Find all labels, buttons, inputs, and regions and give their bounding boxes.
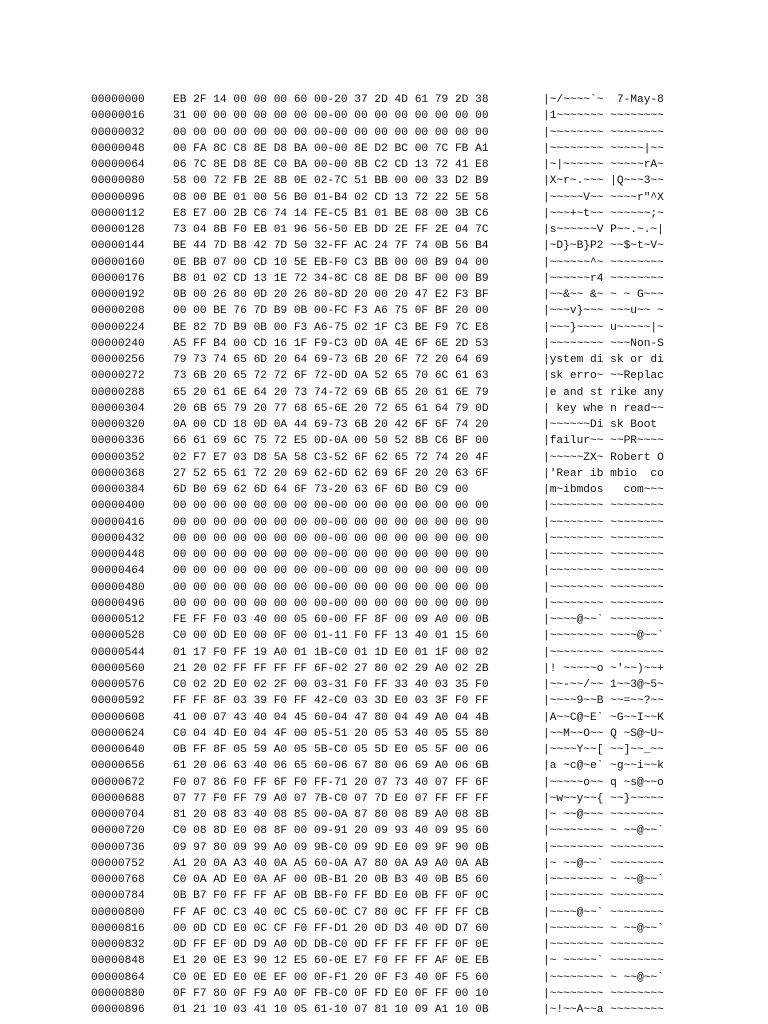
offset-cell: 00000752	[91, 857, 145, 870]
hex-bytes-cell: 00 00 00 00 00 00 00 00-00 00 00 00 00 00 00 00	[173, 549, 489, 561]
hex-bytes-cell: 06 7C 8E D8 8E C0 BA 00-00 8B C2 CD 13 72 41 E8	[173, 159, 489, 171]
ascii-cell: |~~~~~~~~ ~~~~~~~~	[543, 581, 664, 594]
ascii-cell: |~~~~~~~~ ~~~~~~~~	[543, 532, 664, 545]
dump-row	[91, 271, 691, 287]
dump-row	[91, 1002, 691, 1018]
hex-bytes-cell: 00 00 00 00 00 00 00 00-00 00 00 00 00 00 00 00	[173, 597, 489, 610]
hex-bytes-cell: 21 20 02 FF FF FF FF 6F-02 27 80 02 29 A0 02 2B	[173, 662, 489, 675]
dump-row	[91, 807, 691, 823]
hex-bytes-cell: 08 00 BE 01 00 56 B0 01-B4 02 CD 13 72 22 5E 58	[173, 191, 489, 204]
ascii-cell: |ystem di sk or di	[543, 354, 664, 366]
hex-bytes-cell: 81 20 08 83 40 08 85 00-0A 87 80 08 89 A0 08 8B	[173, 809, 489, 821]
dump-row	[91, 661, 691, 677]
offset-cell: 00000272	[91, 370, 145, 383]
dump-row	[91, 823, 691, 839]
offset-cell: 00000192	[91, 289, 145, 301]
offset-cell: 00000240	[91, 337, 145, 350]
ascii-cell: |~~~~~~~~ ~~~~@~~`	[543, 630, 664, 643]
dump-row	[91, 596, 691, 612]
ascii-cell: |~ ~~@~~~ ~~~~~~~~	[543, 809, 664, 821]
ascii-cell: |s~~~~~~V P~~.~.~|	[543, 224, 664, 236]
ascii-cell: |~~~~~ZX~ Robert O	[543, 451, 664, 464]
hex-bytes-cell: E8 E7 00 2B C6 74 14 FE-C5 B1 01 BE 08 00 3B C6	[173, 207, 489, 220]
offset-cell: 00000064	[91, 159, 145, 171]
offset-cell: 00000448	[91, 549, 145, 561]
ascii-cell: |~~~}~~~~ u~~~~~|~	[543, 321, 664, 334]
offset-cell: 00000480	[91, 581, 145, 594]
hex-bytes-cell: 00 00 00 00 00 00 00 00-00 00 00 00 00 00 00 00	[173, 565, 489, 578]
ascii-cell: |'Rear ib mbio co	[543, 467, 664, 480]
dump-row	[91, 970, 691, 986]
hex-bytes-cell: 0B 00 26 80 0D 20 26 80-8D 20 00 20 47 E2 F3 BF	[173, 289, 489, 301]
offset-cell: 00000160	[91, 256, 145, 269]
ascii-cell: |X~r~.~~~ |Q~~~3~~	[543, 175, 664, 188]
offset-cell: 00000368	[91, 467, 145, 480]
ascii-cell: |~~~~~~~~ ~~~~~~~~	[543, 126, 664, 139]
hex-bytes-cell: 61 20 06 63 40 06 65 60-06 67 80 06 69 A0 06 6B	[173, 760, 489, 773]
dump-row	[91, 433, 691, 449]
dump-row	[91, 92, 691, 108]
dump-row	[91, 450, 691, 466]
hex-bytes-cell: 01 21 10 03 41 10 05 61-10 07 81 10 09 A1 10 0B	[173, 1004, 489, 1016]
hex-bytes-cell: 02 F7 E7 03 D8 5A 58 C3-52 6F 62 65 72 74 20 4F	[173, 451, 489, 464]
offset-cell: 00000512	[91, 614, 145, 626]
dump-row	[91, 937, 691, 953]
ascii-cell: |~~~~9~~B ~~=~~?~~	[543, 695, 664, 708]
hex-bytes-cell: 65 20 61 6E 64 20 73 74-72 69 6B 65 20 61 6E 79	[173, 386, 489, 399]
ascii-cell: |~~~~~~~~ ~~~~~~~~	[543, 549, 664, 561]
offset-cell: 00000640	[91, 744, 145, 756]
offset-cell: 00000384	[91, 484, 145, 496]
hex-bytes-cell: 0D FF EF 0D D9 A0 0D DB-C0 0D FF FF FF FF 0F 0E	[173, 939, 489, 951]
ascii-cell: |~~~~~~~~ ~~~~~~~~	[543, 500, 664, 513]
dump-row	[91, 108, 691, 124]
offset-cell: 00000400	[91, 500, 145, 513]
hex-bytes-cell: C0 0E ED E0 0E EF 00 0F-F1 20 0F F3 40 0F F5 60	[173, 971, 489, 984]
ascii-cell: | key whe n read~~	[543, 402, 664, 415]
hex-bytes-cell: C0 0A AD E0 0A AF 00 0B-B1 20 0B B3 40 0B B5 60	[173, 874, 489, 886]
ascii-cell: |~ ~~~~~` ~~~~~~~~	[543, 955, 664, 968]
ascii-cell: |~~~~~~^~ ~~~~~~~~	[543, 256, 664, 269]
ascii-cell: |~ ~~@~~` ~~~~~~~~	[543, 857, 664, 870]
offset-cell: 00000352	[91, 451, 145, 464]
hex-bytes-cell: 0F F7 80 0F F9 A0 0F FB-C0 0F FD E0 0F FF 00 10	[173, 987, 489, 1000]
dump-row	[91, 515, 691, 531]
hex-bytes-cell: BE 82 7D B9 0B 00 F3 A6-75 02 1F C3 BE F9 7C E8	[173, 321, 489, 334]
offset-cell: 00000656	[91, 760, 145, 773]
ascii-cell: |~~~~~~~~ ~~~Non-S	[543, 337, 664, 350]
offset-cell: 00000800	[91, 906, 145, 919]
offset-cell: 00000704	[91, 809, 145, 821]
hex-bytes-cell: 73 6B 20 65 72 72 6F 72-0D 0A 52 65 70 6C 61 63	[173, 370, 489, 383]
hex-bytes-cell: 00 FA 8C C8 8E D8 BA 00-00 8E D2 BC 00 7C FB A1	[173, 142, 489, 155]
dump-row	[91, 190, 691, 206]
offset-cell: 00000832	[91, 939, 145, 951]
dump-row	[91, 206, 691, 222]
hex-bytes-cell: FE FF F0 03 40 00 05 60-00 FF 8F 00 09 A0 00 0B	[173, 614, 489, 626]
dump-row	[91, 726, 691, 742]
hex-bytes-cell: 00 00 00 00 00 00 00 00-00 00 00 00 00 00 00 00	[173, 500, 489, 513]
ascii-cell: |~~-~~/~~ 1~~3@~5~	[543, 679, 664, 691]
dump-row	[91, 563, 691, 579]
dump-row	[91, 368, 691, 384]
ascii-cell: |~~~~~~Di sk Boot	[543, 419, 664, 431]
ascii-cell: |~~~~~o~~ q ~s@~~o	[543, 776, 664, 789]
ascii-cell: |~~~v}~~~ ~~~u~~ ~	[543, 305, 664, 318]
offset-cell: 00000784	[91, 890, 145, 903]
offset-cell: 00000144	[91, 240, 145, 253]
offset-cell: 00000080	[91, 175, 145, 188]
hex-bytes-cell: 00 00 00 00 00 00 00 00-00 00 00 00 00 00 00 00	[173, 516, 489, 529]
dump-row	[91, 255, 691, 271]
dump-row	[91, 352, 691, 368]
offset-cell: 00000544	[91, 646, 145, 659]
offset-cell: 00000816	[91, 922, 145, 935]
dump-row	[91, 840, 691, 856]
offset-cell: 00000528	[91, 630, 145, 643]
dump-row	[91, 677, 691, 693]
offset-cell: 00000672	[91, 776, 145, 789]
offset-cell: 00000896	[91, 1004, 145, 1016]
offset-cell: 00000880	[91, 987, 145, 1000]
dump-row	[91, 628, 691, 644]
hex-bytes-cell: 66 61 69 6C 75 72 E5 0D-0A 00 50 52 8B C6 BF 00	[173, 435, 489, 448]
dump-row	[91, 125, 691, 141]
ascii-cell: |~~~+~t~~ ~~~~~~;~	[543, 207, 664, 220]
hex-bytes-cell: C0 02 2D E0 02 2F 00 03-31 F0 FF 33 40 03 35 F0	[173, 679, 489, 691]
offset-cell: 00000624	[91, 727, 145, 740]
offset-cell: 00000720	[91, 825, 145, 838]
ascii-cell: |~~~~@~~` ~~~~~~~~	[543, 614, 664, 626]
ascii-cell: |~~~~~~~~ ~ ~~@~~`	[543, 922, 664, 935]
hex-bytes-cell: 00 00 BE 76 7D B9 0B 00-FC F3 A6 75 0F BF 20 00	[173, 305, 489, 318]
offset-cell: 00000224	[91, 321, 145, 334]
hex-bytes-cell: 00 00 00 00 00 00 00 00-00 00 00 00 00 00 00 00	[173, 532, 489, 545]
dump-row	[91, 336, 691, 352]
hex-bytes-cell: 27 52 65 61 72 20 69 62-6D 62 69 6F 20 20 63 6F	[173, 467, 489, 480]
offset-cell: 00000864	[91, 971, 145, 984]
hex-bytes-cell: 0E BB 07 00 CD 10 5E EB-F0 C3 BB 00 00 B9 04 00	[173, 256, 489, 269]
dump-row	[91, 710, 691, 726]
dump-row	[91, 498, 691, 514]
ascii-cell: |~~~~~~~~ ~~~~~~~~	[543, 565, 664, 578]
offset-cell: 00000608	[91, 711, 145, 724]
dump-row	[91, 742, 691, 758]
ascii-cell: |~~~~~V~~ ~~~~r"^X	[543, 191, 664, 204]
dump-row	[91, 417, 691, 433]
dump-row	[91, 775, 691, 791]
ascii-cell: |~~~~~~~~ ~~~~~~~~	[543, 890, 664, 903]
offset-cell: 00000320	[91, 419, 145, 431]
dump-row	[91, 401, 691, 417]
ascii-cell: |~~~~Y~~[ ~~]~~_~~	[543, 744, 664, 756]
offset-cell: 00000688	[91, 792, 145, 805]
offset-cell: 00000848	[91, 955, 145, 968]
hex-bytes-cell: 0A 00 CD 18 0D 0A 44 69-73 6B 20 42 6F 6F 74 20	[173, 419, 489, 431]
ascii-cell: |~D}~B}P2 ~~$~t~V~	[543, 240, 664, 253]
ascii-cell: |~!~~A~~a ~~~~~~~~	[543, 1004, 664, 1016]
offset-cell: 00000032	[91, 126, 145, 139]
hex-bytes-cell: FF FF 8F 03 39 F0 FF 42-C0 03 3D E0 03 3F F0 FF	[173, 695, 489, 708]
hex-bytes-cell: A1 20 0A A3 40 0A A5 60-0A A7 80 0A A9 A0 0A AB	[173, 857, 489, 870]
offset-cell: 00000000	[91, 94, 145, 106]
dump-row	[91, 953, 691, 969]
ascii-cell: |failur~~ ~~PR~~~~	[543, 435, 664, 448]
hex-bytes-cell: F0 07 86 F0 FF 6F F0 FF-71 20 07 73 40 07 FF 6F	[173, 776, 489, 789]
ascii-cell: |~|~~~~~~ ~~~~~rA~	[543, 159, 664, 171]
ascii-cell: |~/~~~~`~ 7-May-8	[543, 94, 664, 106]
hex-bytes-cell: BE 44 7D B8 42 7D 50 32-FF AC 24 7F 74 0B 56 B4	[173, 240, 489, 253]
ascii-cell: |~~&~~ &~ ~ ~ G~~~	[543, 289, 664, 301]
ascii-cell: |! ~~~~~o ~'~~)~~+	[543, 662, 664, 675]
ascii-cell: |~~~~~~~~ ~~~~~~~~	[543, 646, 664, 659]
offset-cell: 00000464	[91, 565, 145, 578]
hex-dump	[91, 92, 691, 1018]
hex-bytes-cell: 31 00 00 00 00 00 00 00-00 00 00 00 00 00 00 00	[173, 110, 489, 123]
dump-row	[91, 482, 691, 498]
offset-cell: 00000336	[91, 435, 145, 448]
hex-bytes-cell: C0 00 0D E0 00 0F 00 01-11 F0 FF 13 40 01 15 60	[173, 630, 489, 643]
ascii-cell: |~~M~~O~~ Q ~S@~U~	[543, 727, 664, 740]
hex-bytes-cell: B8 01 02 CD 13 1E 72 34-8C C8 8E D8 BF 00 00 B9	[173, 272, 489, 285]
hex-bytes-cell: 0B FF 8F 05 59 A0 05 5B-C0 05 5D E0 05 5F 00 06	[173, 744, 489, 756]
offset-cell: 00000208	[91, 305, 145, 318]
dump-row	[91, 986, 691, 1002]
hex-bytes-cell: C0 08 8D E0 08 8F 00 09-91 20 09 93 40 09 95 60	[173, 825, 489, 838]
hex-bytes-cell: EB 2F 14 00 00 00 60 00-20 37 2D 4D 61 79 2D 38	[173, 94, 489, 106]
offset-cell: 00000256	[91, 354, 145, 366]
dump-row	[91, 693, 691, 709]
hex-bytes-cell: 00 00 00 00 00 00 00 00-00 00 00 00 00 00 00 00	[173, 126, 489, 139]
dump-row	[91, 385, 691, 401]
dump-row	[91, 141, 691, 157]
ascii-cell: |~~~~~~~~ ~~~~~~~~	[543, 597, 664, 610]
ascii-cell: |~~~~~~~~ ~~~~~~~~	[543, 841, 664, 854]
dump-row	[91, 645, 691, 661]
hex-bytes-cell: 00 0D CD E0 0C CF F0 FF-D1 20 0D D3 40 0D D7 60	[173, 922, 489, 935]
offset-cell: 00000432	[91, 532, 145, 545]
dump-row	[91, 173, 691, 189]
ascii-cell: |sk erro~ ~~Replac	[543, 370, 664, 383]
ascii-cell: |~~~~@~~` ~~~~~~~~	[543, 906, 664, 919]
dump-row	[91, 238, 691, 254]
dump-row	[91, 856, 691, 872]
dump-row	[91, 547, 691, 563]
hex-bytes-cell: 73 04 8B F0 EB 01 96 56-50 EB DD 2E FF 2E 04 7C	[173, 224, 489, 236]
ascii-cell: |~~~~~~~~ ~~~~~~~~	[543, 987, 664, 1000]
ascii-cell: |~~~~~~~~ ~~~~~~~~	[543, 939, 664, 951]
hex-bytes-cell: C0 04 4D E0 04 4F 00 05-51 20 05 53 40 05 55 80	[173, 727, 489, 740]
dump-row	[91, 466, 691, 482]
offset-cell: 00000768	[91, 874, 145, 886]
ascii-cell: |~~~~~~r4 ~~~~~~~~	[543, 272, 664, 285]
offset-cell: 00000112	[91, 207, 145, 220]
offset-cell: 00000496	[91, 597, 145, 610]
ascii-cell: |a ~c@~e` ~g~~i~~k	[543, 760, 664, 773]
hex-bytes-cell: FF AF 0C C3 40 0C C5 60-0C C7 80 0C FF FF FF CB	[173, 906, 489, 919]
ascii-cell: |e and st rike any	[543, 386, 664, 399]
ascii-cell: |~~~~~~~~ ~ ~~@~~`	[543, 825, 664, 838]
ascii-cell: |A~~C@~E` ~G~~I~~K	[543, 711, 664, 724]
offset-cell: 00000560	[91, 662, 145, 675]
hex-bytes-cell: 0B B7 F0 FF FF AF 0B BB-F0 FF BD E0 0B FF 0F 0C	[173, 890, 489, 903]
dump-row	[91, 872, 691, 888]
offset-cell: 00000128	[91, 224, 145, 236]
hex-bytes-cell: 79 73 74 65 6D 20 64 69-73 6B 20 6F 72 20 64 69	[173, 354, 489, 366]
hex-bytes-cell: A5 FF B4 00 CD 16 1F F9-C3 0D 0A 4E 6F 6E 2D 53	[173, 337, 489, 350]
hex-bytes-cell: 07 77 F0 FF 79 A0 07 7B-C0 07 7D E0 07 FF FF FF	[173, 792, 489, 805]
offset-cell: 00000576	[91, 679, 145, 691]
offset-cell: 00000288	[91, 386, 145, 399]
dump-row	[91, 921, 691, 937]
offset-cell: 00000592	[91, 695, 145, 708]
hex-bytes-cell: 20 6B 65 79 20 77 68 65-6E 20 72 65 61 64 79 0D	[173, 402, 489, 415]
ascii-cell: |~w~~y~~{ ~~}~~~~~	[543, 792, 664, 805]
offset-cell: 00000096	[91, 191, 145, 204]
hex-bytes-cell: 09 97 80 09 99 A0 09 9B-C0 09 9D E0 09 9F 90 0B	[173, 841, 489, 854]
ascii-cell: |m~ibmdos com~~~	[543, 484, 664, 496]
ascii-cell: |~~~~~~~~ ~ ~~@~~`	[543, 874, 664, 886]
hex-bytes-cell: 00 00 00 00 00 00 00 00-00 00 00 00 00 00 00 00	[173, 581, 489, 594]
dump-row	[91, 303, 691, 319]
hex-bytes-cell: E1 20 0E E3 90 12 E5 60-0E E7 F0 FF FF AF 0E EB	[173, 955, 489, 968]
dump-row	[91, 580, 691, 596]
offset-cell: 00000304	[91, 402, 145, 415]
dump-row	[91, 791, 691, 807]
dump-row	[91, 531, 691, 547]
dump-row	[91, 905, 691, 921]
ascii-cell: |~~~~~~~~ ~~~~~|~~	[543, 142, 664, 155]
hex-bytes-cell: 41 00 07 43 40 04 45 60-04 47 80 04 49 A0 04 4B	[173, 711, 489, 724]
hex-bytes-cell: 6D B0 69 62 6D 64 6F 73-20 63 6F 6D B0 C9 00	[173, 484, 469, 496]
dump-row	[91, 222, 691, 238]
dump-row	[91, 157, 691, 173]
ascii-cell: |~~~~~~~~ ~ ~~@~~`	[543, 971, 664, 984]
dump-row	[91, 888, 691, 904]
hex-bytes-cell: 01 17 F0 FF 19 A0 01 1B-C0 01 1D E0 01 1F 00 02	[173, 646, 489, 659]
offset-cell: 00000016	[91, 110, 145, 123]
offset-cell: 00000048	[91, 142, 145, 155]
ascii-cell: |1~~~~~~~ ~~~~~~~~	[543, 110, 664, 123]
dump-row	[91, 612, 691, 628]
hex-bytes-cell: 58 00 72 FB 2E 8B 0E 02-7C 51 BB 00 00 33 D2 B9	[173, 175, 489, 188]
offset-cell: 00000416	[91, 516, 145, 529]
offset-cell: 00000736	[91, 841, 145, 854]
ascii-cell: |~~~~~~~~ ~~~~~~~~	[543, 516, 664, 529]
dump-row	[91, 758, 691, 774]
offset-cell: 00000176	[91, 272, 145, 285]
dump-row	[91, 320, 691, 336]
dump-row	[91, 287, 691, 303]
